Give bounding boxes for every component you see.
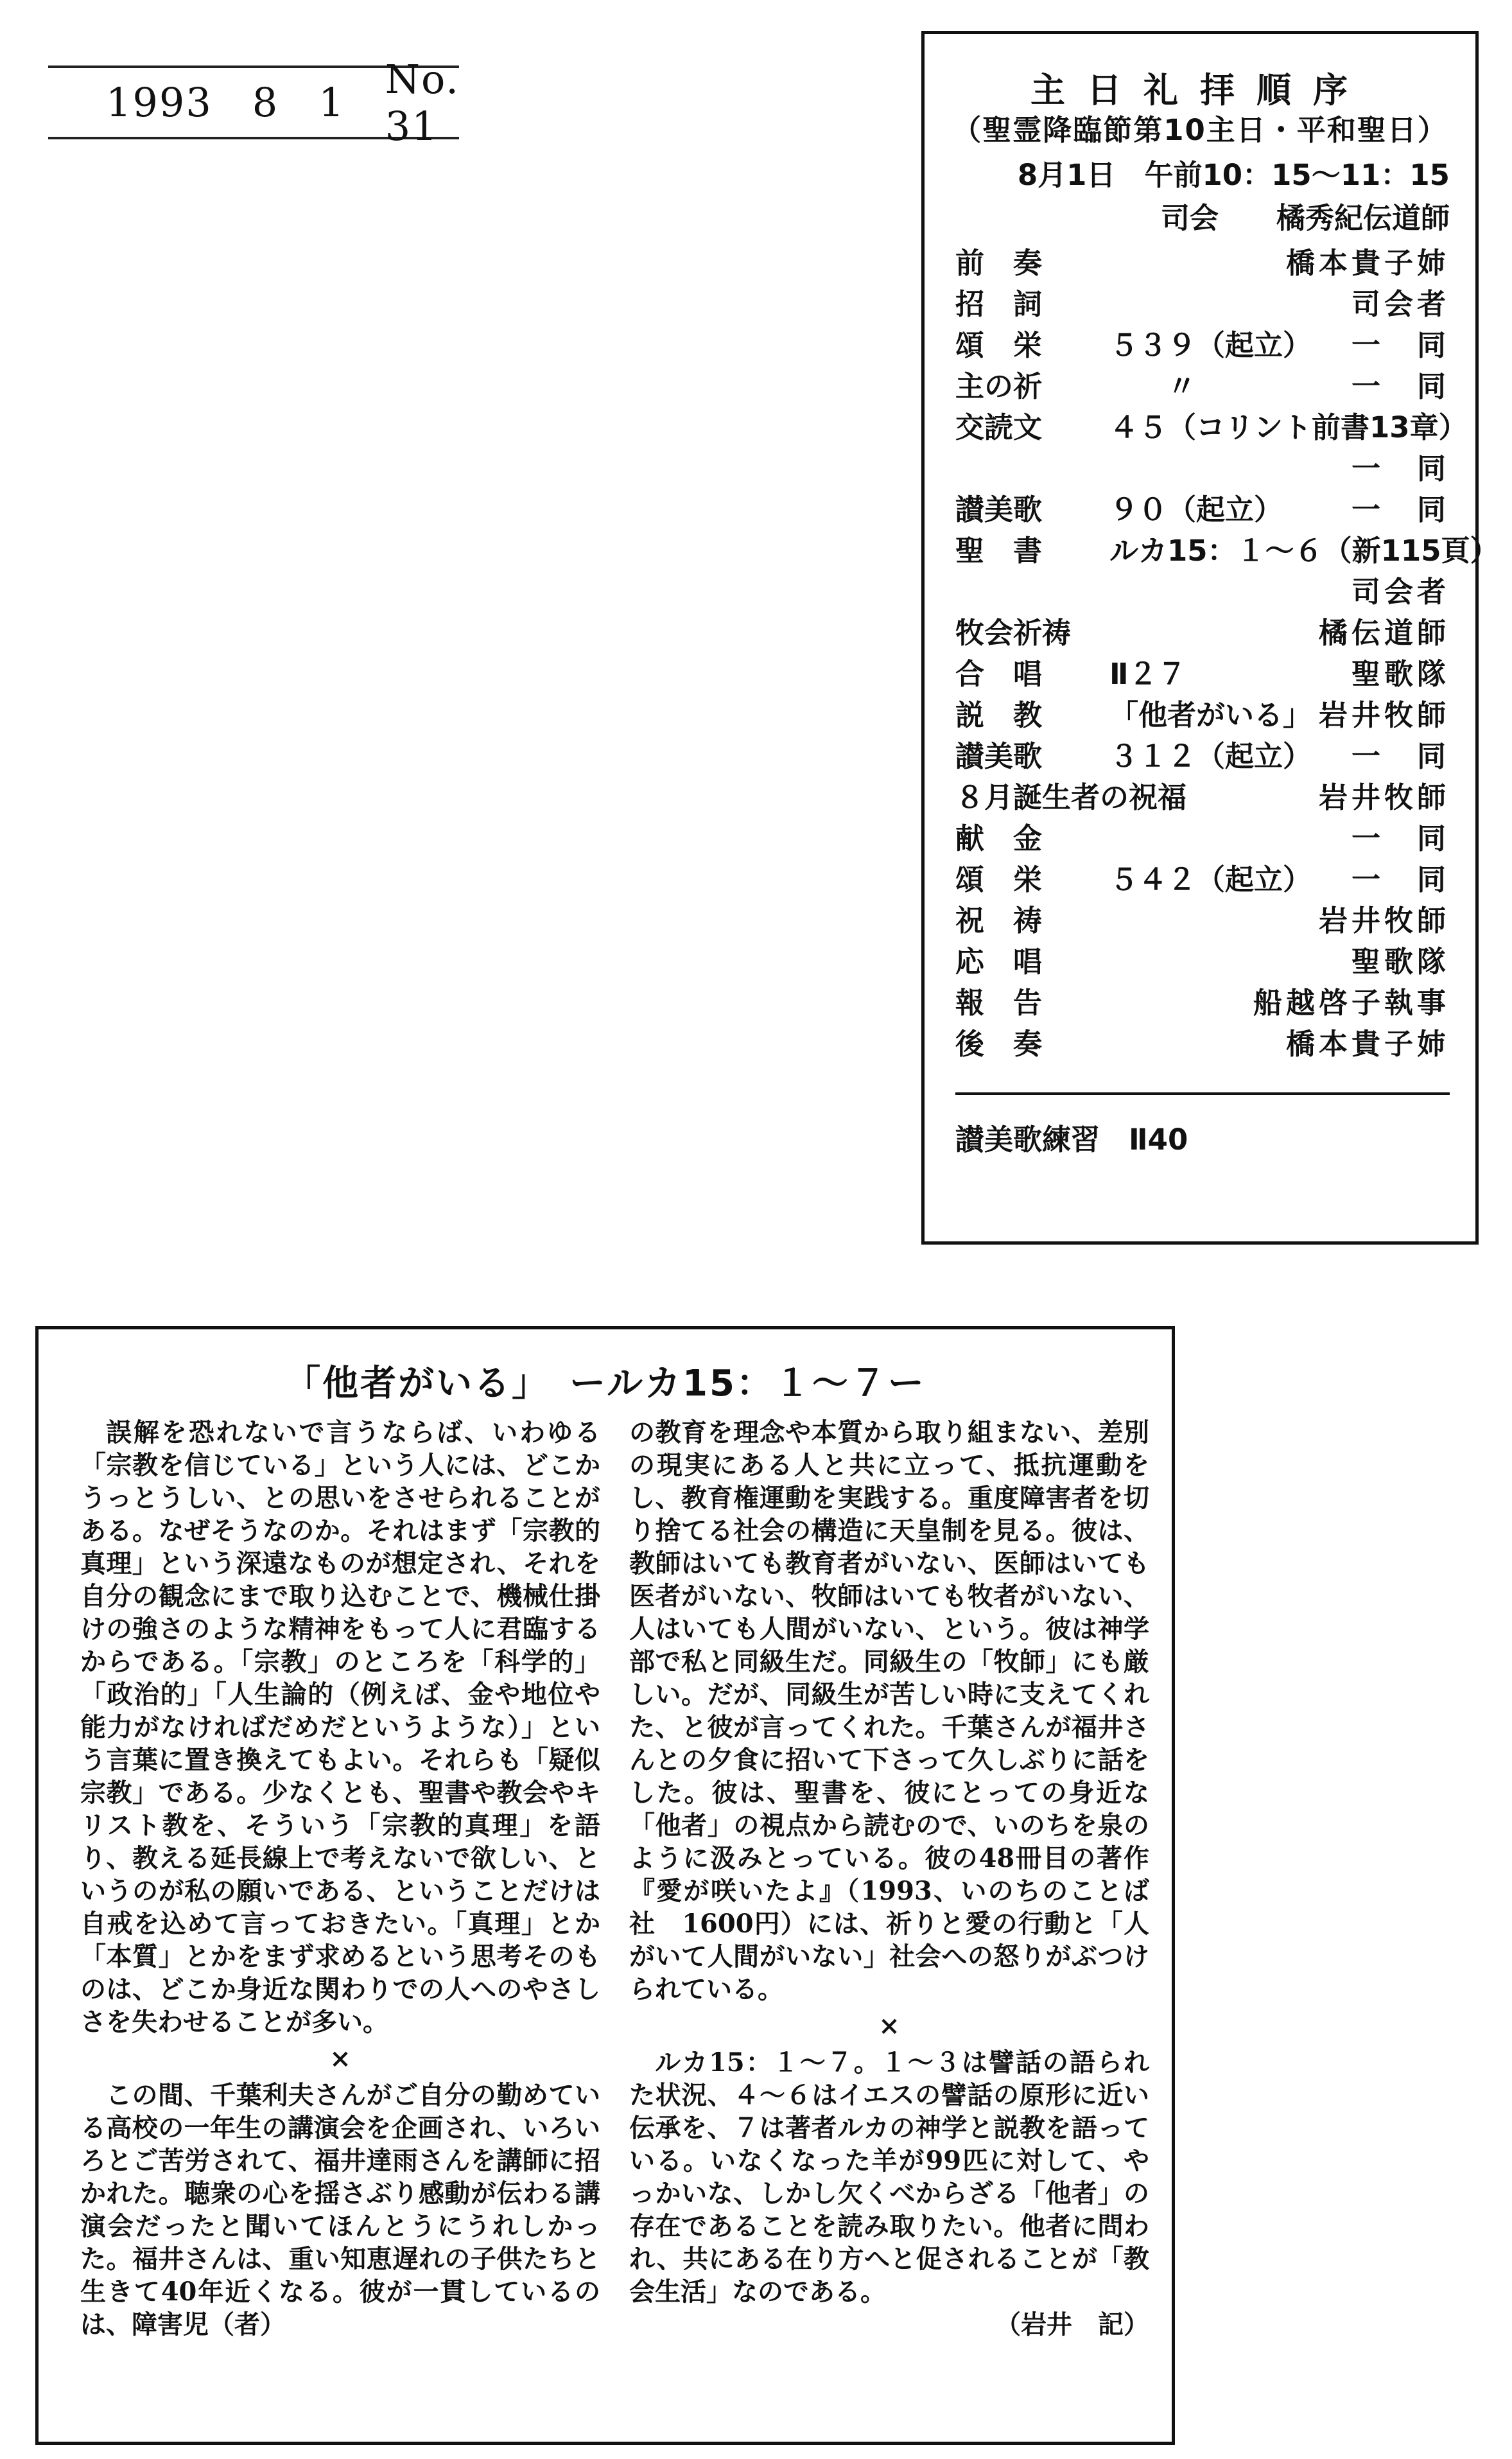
order-item: 招 詞 司会者	[955, 287, 1450, 321]
order-item: 説 教 「他者がいる」 岩井牧師	[955, 698, 1450, 732]
order-item: 一 同	[1351, 451, 1450, 486]
order-item: 頌 栄 ５３９（起立） 一 同	[955, 328, 1450, 362]
sermon-paragraph: ルカ15：１〜７。１〜３は譬話の語られた状況、４〜６はイエスの譬話の原形に近い伝承を、７は著者ルカの神学と説教を語っている。いなくなった羊が99匹に対して、やっかいな、しかし欠くべからざる「他者」の存在であることを読み取りたい。他者に問われ、共にある在り方へと促されることが「教会生活」なのである。	[629, 2047, 1149, 2307]
order-item: 献 金 一 同	[955, 821, 1450, 855]
order-item: 頌 栄 ５４２（起立） 一 同	[955, 862, 1450, 897]
order-item: 応 唱 聖歌隊	[955, 945, 1450, 979]
issue-day: 1	[318, 79, 345, 126]
order-item: 祝 祷 岩井牧師	[955, 904, 1450, 938]
sermon-title: 「他者がいる」 ールカ15：１〜７ー	[284, 1363, 926, 1405]
section-separator: ×	[878, 2011, 900, 2041]
order-item: 讃美歌 ３１２（起立） 一 同	[955, 739, 1450, 773]
sermon-paragraph: 誤解を恐れないで言うならば、いわゆる「宗教を信じている」という人には、どこかうっとうしい、との思いをさせられることがある。なぜそうなのか。それはまず「宗教的真理」という深遠なものが想定され、それを自分の観念にまで取り込むことで、機械仕掛けの強さのような精神をもって人に君臨するからである。「宗教」のところを「科学的」「政治的」「人生論的（例えば、金や地位や能力がなければだめだというような）」という言葉に置き換えてもよい。それらも「疑似宗教」である。少なくとも、聖書や教会やキリスト教を、そういう「宗教的真理」を語り、教える延長線上で考えないで欲しい、というのが私の願いである、ということだけは自戒を込めて言っておきたい。「真理」とか「本質」とかをまず求めるという思考そのものは、どこか身近な関わりでの人へのやさしさを失わせることが多い。	[80, 1417, 600, 2037]
section-separator: ×	[329, 2043, 351, 2074]
order-item: 司会者	[1351, 575, 1450, 609]
order-item: ８月誕生者の祝福 岩井牧師	[955, 780, 1450, 814]
sermon-column-right	[629, 1416, 1149, 2341]
order-item: 讃美歌 ９０（起立） 一 同	[955, 493, 1450, 527]
order-item: 後 奏 橋本貴子姉	[955, 1027, 1450, 1061]
order-presider	[1161, 195, 1450, 236]
order-subtitle: （聖霊降臨節第10主日・平和聖日）	[952, 113, 1448, 147]
sermon-column-left	[80, 1416, 600, 2341]
issue-month: 8	[252, 79, 279, 126]
order-item: 牧会祈祷 橘伝道師	[955, 616, 1450, 650]
order-of-service	[921, 31, 1499, 1245]
presider-label: 司会	[1160, 201, 1219, 235]
order-datetime: 8月1日 午前10：15〜11：15	[1017, 158, 1450, 192]
issue-number: No. 31	[385, 55, 460, 150]
hymn-practice: 讃美歌練習 Ⅱ40	[955, 1123, 1188, 1157]
issue-year: 1993	[106, 79, 213, 126]
sermon-paragraph: の教育を理念や本質から取り組まない、差別の現実にある人と共に立って、抵抗運動をし、教育権運動を実践する。重度障害者を切り捨てる社会の構造に天皇制を見る。彼は、教師はいても教育者がいない、医師はいても医者がいない、牧師はいても牧者がいない、人はいても人間がいない、という。彼は神学部で私と同級生だ。同級生の「牧師」にも厳しい。だが、同級生が苦しい時に支えてくれた、と彼が言ってくれた。千葉さんが福井さんとの夕食に招いて下さって久しぶりに話をした。彼は、聖書を、彼にとっての身近な「他者」の視点から読むので、いのちを泉のように汲みとっている。彼の48冊目の著作『愛が咲いたよ』（1993、いのちのことば社 1600円）には、祈りと愛の行動と「人がいて人間がいない」社会への怒りがぶつけられている。	[629, 1417, 1149, 2004]
order-items	[955, 240, 1499, 1062]
presider-name: 橘秀紀伝道師	[1276, 201, 1450, 235]
order-item: 前 奏 橋本貴子姉	[955, 246, 1450, 280]
order-item: 主の祈 〃 一 同	[955, 369, 1450, 403]
divider	[955, 1092, 1450, 1095]
sermon-paragraph: この間、千葉利夫さんがご自分の勤めている高校の一年生の講演会を企画され、いろいろとご苦労されて、福井達雨さんを講師に招かれた。聴衆の心を揺さぶり感動が伝わる講演会だったと聞いてほんとうにうれしかった。福井さんは、重い知恵遅れの子供たちと生きて40年近くなる。彼が一貫しているのは、障害児（者）	[80, 2080, 600, 2340]
sermon-box	[35, 1326, 1175, 2445]
order-item: 聖 書 ルカ15：１〜６（新115頁）	[955, 534, 1499, 568]
issue-header	[48, 55, 460, 150]
order-item: 報 告 船越啓子執事	[955, 986, 1450, 1020]
order-item: 交読文 ４５（コリント前書13章）	[955, 410, 1468, 444]
order-item: 合 唱 Ⅱ２７ 聖歌隊	[955, 657, 1450, 691]
order-title: 主日礼拝順序	[1030, 70, 1369, 110]
sermon-signature: （岩井 記）	[995, 2309, 1149, 2340]
